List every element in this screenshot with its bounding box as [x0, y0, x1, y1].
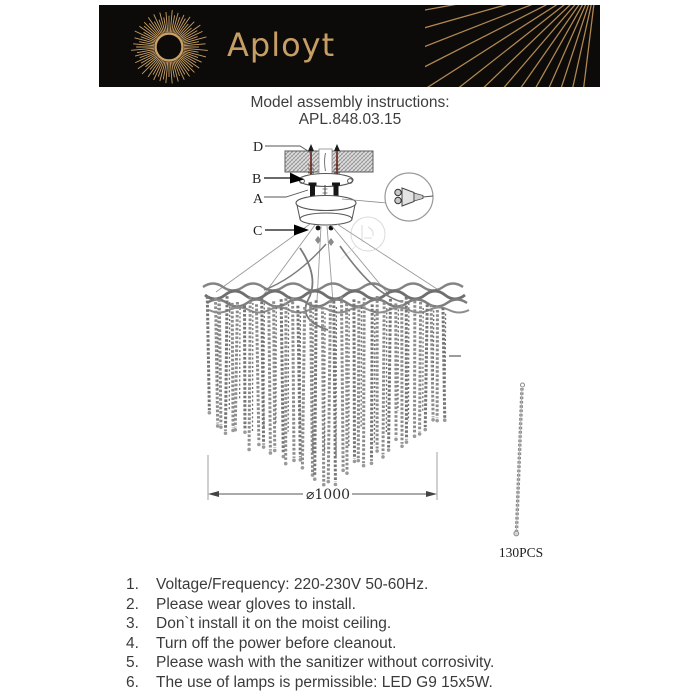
item-text: The use of lamps is permissible: LED G9 15x5W. — [156, 673, 493, 691]
item-text: Turn off the power before cleanout. — [156, 634, 397, 652]
list-item — [126, 614, 596, 634]
label-b: B — [252, 172, 262, 187]
list-item — [126, 673, 596, 693]
list-item — [126, 575, 596, 595]
item-number: 3. — [126, 615, 139, 633]
model-number: APL.848.03.15 — [298, 111, 402, 128]
item-number: 2. — [126, 595, 139, 613]
mounting-bracket-ring — [299, 174, 353, 187]
item-number: 4. — [126, 634, 139, 652]
item-text: Don`t install it on the moist ceiling. — [156, 615, 392, 633]
item-number: 6. — [126, 673, 139, 691]
chandelier-strands — [207, 296, 446, 486]
canopy-detail-callout — [341, 217, 385, 259]
instructions-list — [126, 575, 596, 693]
sheet-title: Model assembly instructions: — [250, 94, 450, 111]
dimension-label: ⌀1000 — [305, 487, 351, 503]
ceiling-plate — [285, 149, 373, 174]
suspension-wires — [216, 224, 437, 302]
connector-detail-callout — [342, 173, 433, 221]
label-a: A — [253, 192, 264, 207]
spare-strand-part — [514, 383, 525, 536]
label-c: C — [253, 224, 263, 239]
item-number: 1. — [126, 576, 139, 593]
item-text: Please wash with the sanitizer without corrosivity. — [156, 654, 495, 672]
list-item — [126, 595, 596, 615]
item-text: Voltage/Frequency: 220-230V 50-60Hz. — [156, 576, 429, 593]
strand-count-label: 130PCS — [498, 545, 544, 560]
item-text: Please wear gloves to install. — [156, 595, 356, 613]
list-item — [126, 634, 596, 654]
label-d: D — [253, 140, 264, 155]
wire-anchors — [315, 226, 334, 246]
item-number: 5. — [126, 654, 139, 672]
brand-wordmark: Aployt — [227, 26, 336, 64]
canopy — [296, 196, 356, 226]
list-item — [126, 653, 596, 673]
